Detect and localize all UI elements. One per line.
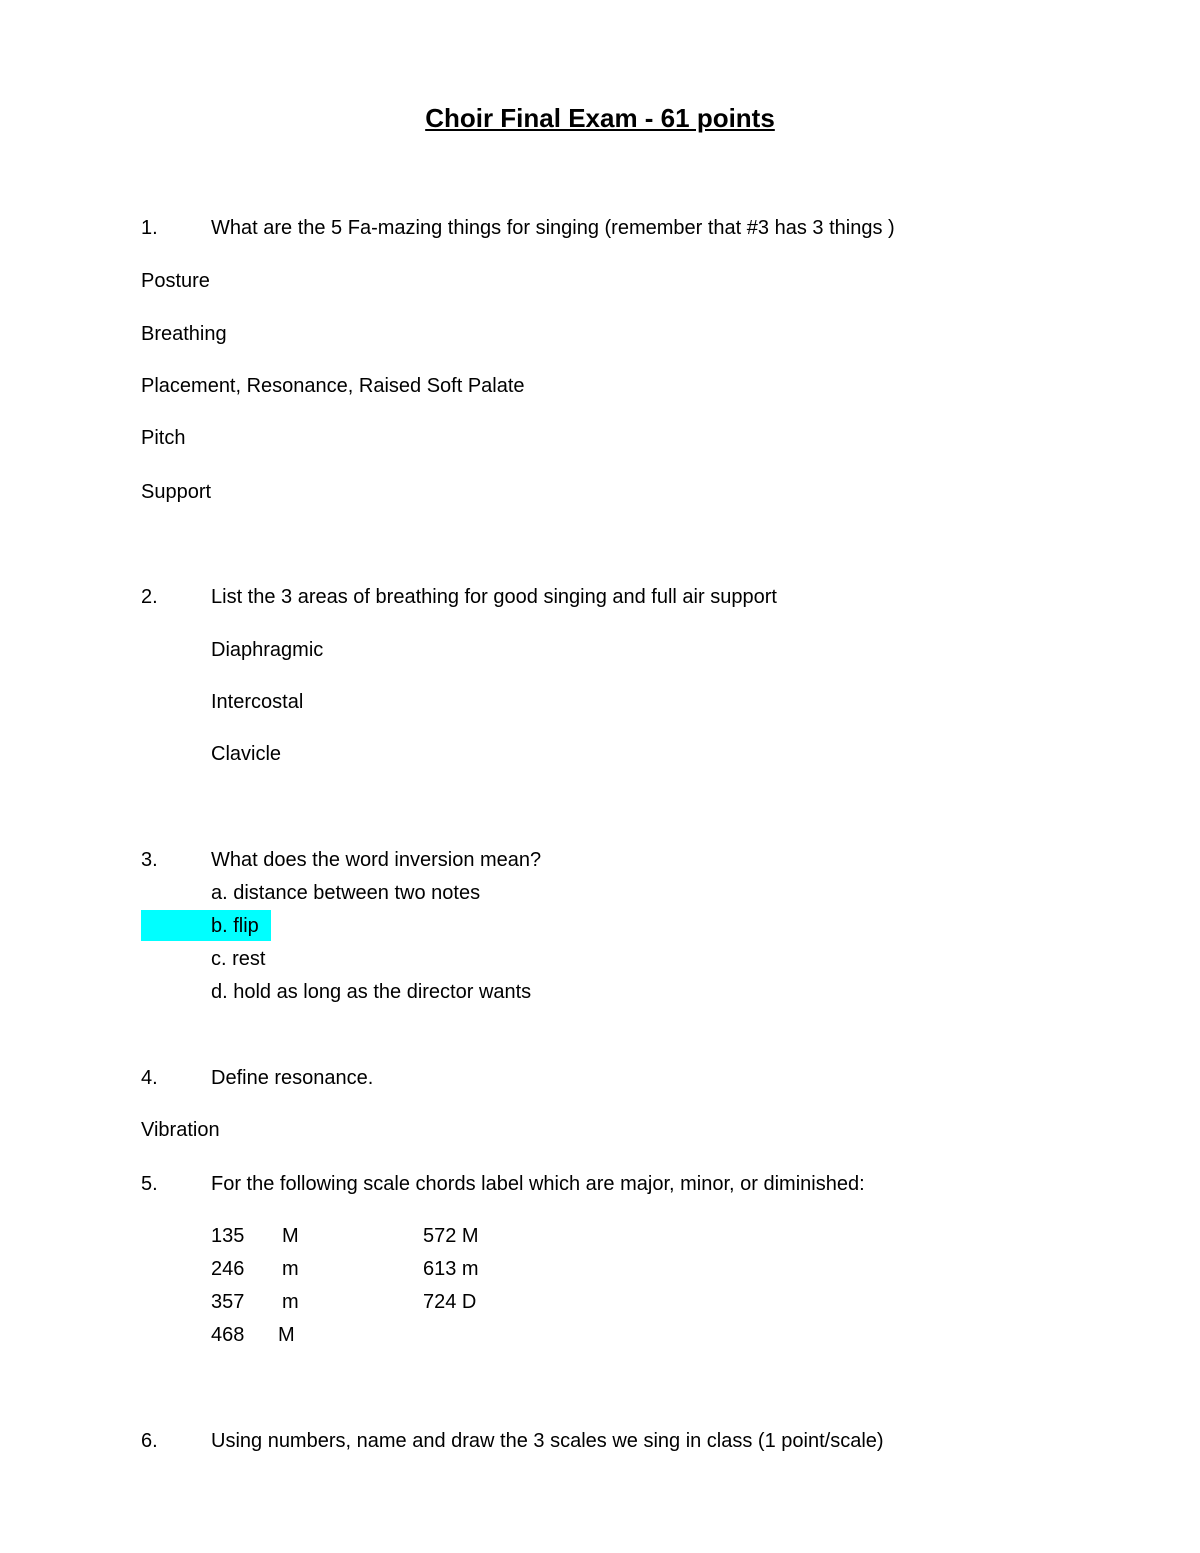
- chord-number: 468: [211, 1324, 245, 1346]
- chord-number: 357: [211, 1291, 245, 1313]
- question-2-number: 2.: [141, 586, 158, 608]
- question-4-text: Define resonance.: [211, 1067, 374, 1089]
- question-2-text: List the 3 areas of breathing for good singing and full air support: [211, 586, 777, 608]
- question-3-number: 3.: [141, 849, 158, 871]
- q2-answer-diaphragmic: Diaphragmic: [211, 639, 324, 661]
- q3-option-a: a. distance between two notes: [211, 882, 481, 904]
- chord-entry-right: 572 M: [423, 1225, 479, 1247]
- exam-title: Choir Final Exam - 61 points: [425, 103, 775, 133]
- chord-entry-right: 724 D: [423, 1291, 477, 1313]
- q1-answer-breathing: Breathing: [141, 323, 227, 345]
- chord-label: M: [278, 1324, 295, 1346]
- chord-label: m: [282, 1258, 299, 1280]
- question-4-number: 4.: [141, 1067, 158, 1089]
- q2-answer-clavicle: Clavicle: [211, 743, 282, 765]
- question-6-text: Using numbers, name and draw the 3 scales we sing in class (1 point/scale): [211, 1430, 884, 1452]
- q1-answer-support: Support: [141, 481, 212, 503]
- chord-entry-right: 613 m: [423, 1258, 479, 1280]
- q1-answer-posture: Posture: [141, 270, 210, 292]
- question-6-number: 6.: [141, 1430, 158, 1452]
- q4-answer: Vibration: [141, 1119, 220, 1141]
- question-1-text: What are the 5 Fa-mazing things for singing (remember that #3 has 3 things ): [211, 217, 895, 239]
- chord-label: M: [282, 1225, 299, 1247]
- chord-number: 246: [211, 1258, 245, 1280]
- q3-option-b-selected: b. flip: [211, 915, 259, 937]
- q2-answer-intercostal: Intercostal: [211, 691, 304, 713]
- q1-answer-placement: Placement, Resonance, Raised Soft Palate: [141, 375, 525, 397]
- q3-option-c: c. rest: [211, 948, 266, 970]
- q1-answer-pitch: Pitch: [141, 427, 186, 449]
- question-5-number: 5.: [141, 1173, 158, 1195]
- question-3-text: What does the word inversion mean?: [211, 849, 542, 871]
- question-1-number: 1.: [141, 217, 158, 239]
- q3-option-d: d. hold as long as the director wants: [211, 981, 532, 1003]
- chord-number: 135: [211, 1225, 245, 1247]
- question-5-text: For the following scale chords label which are major, minor, or diminished:: [211, 1173, 865, 1195]
- chord-label: m: [282, 1291, 299, 1313]
